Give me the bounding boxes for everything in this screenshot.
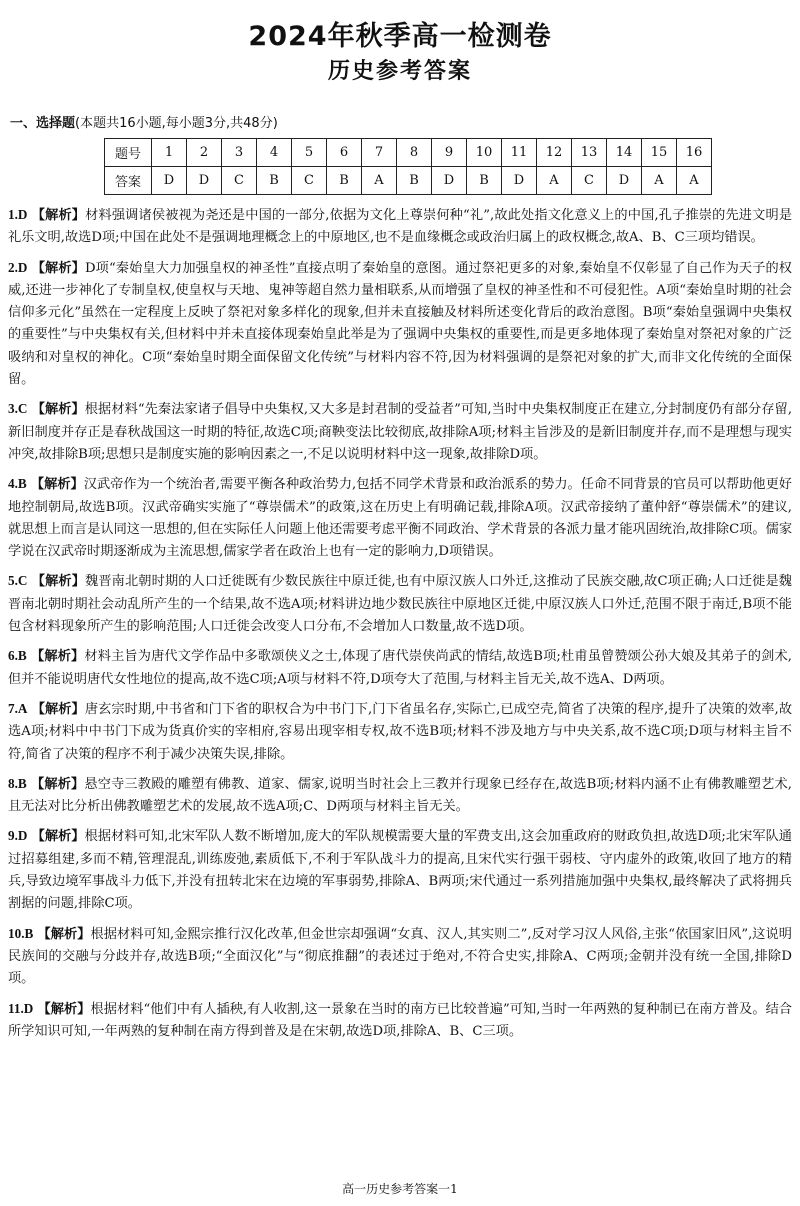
explanation-item	[8, 257, 792, 392]
section-label: 一、选择题	[10, 116, 76, 131]
analysis-tag: 【解析】	[31, 829, 85, 845]
answer-table	[104, 138, 712, 195]
answer-cell: B	[397, 167, 432, 195]
question-number-cell: 2	[187, 139, 222, 167]
explanation-list	[8, 204, 792, 1050]
item-number: 11.D	[8, 1000, 34, 1016]
question-number-cell: 14	[607, 139, 642, 167]
item-number: 5.C	[8, 573, 28, 589]
item-text: 悬空寺三教殿的雕塑有佛教、道家、儒家,说明当时社会上三教并行现象已经存在,故选B项;材料内涵不止有佛教雕塑艺术,且无法对比分析出佛教雕塑艺术的发展,故不选A项;C、D两项与材料主旨无关。	[8, 776, 792, 815]
item-text: 材料强调诸侯被视为尧还是中国的一部分,依据为文化上尊崇何种“礼”,故此处指文化意义上的中国,孔子推崇的先进文明是礼乐文明,故选D项;中国在此处不是强调地理概念上的中原地区,也不是血缘概念或政治归属上的政权概念,故A、B、C三项均错误。	[8, 208, 793, 246]
question-number-cell: 15	[642, 139, 677, 167]
item-number: 7.A	[8, 700, 28, 716]
explanation-item	[8, 698, 792, 766]
section-heading	[10, 112, 278, 131]
question-number-cell: 1	[152, 139, 187, 167]
analysis-tag: 【解析】	[37, 1001, 91, 1017]
item-number: 9.D	[8, 828, 28, 844]
explanation-item	[8, 204, 792, 250]
question-number-cell: 8	[397, 139, 432, 167]
question-number-cell: 11	[502, 139, 537, 167]
answer-cell: A	[677, 167, 712, 195]
answer-cell: C	[222, 167, 257, 195]
answer-cell: D	[152, 167, 187, 195]
item-text: 根据材料“他们中有人插秧,有人收割,这一景象在当时的南方已比较普遍”可知,当时一年两熟的复种制已在南方普及。结合所学知识可知,一年两熟的复种制在南方得到普及是在宋朝,故选D项,排除A、B、C三项。	[8, 1001, 792, 1039]
answer-cell: B	[467, 167, 502, 195]
item-text: 根据材料可知,金熙宗推行汉化改革,但金世宗却强调“女真、汉人,其实则二”,反对学习汉人风俗,主张“依国家旧风”,这说明民族间的交融与分歧并存,故选B项;“全面汉化”与“彻底推翻”的表述过于绝对,不符合史实,排除A、C两项;金朝并没有统一全国,排除D项。	[8, 926, 792, 987]
analysis-tag: 【解析】	[31, 776, 85, 792]
analysis-tag: 【解析】	[31, 649, 85, 665]
answer-cell: A	[362, 167, 397, 195]
question-number-cell: 10	[467, 139, 502, 167]
explanation-item	[8, 998, 792, 1044]
item-number: 10.B	[8, 925, 34, 941]
analysis-tag: 【解析】	[31, 260, 85, 276]
question-number-cell: 3	[222, 139, 257, 167]
question-number-cell: 9	[432, 139, 467, 167]
answer-cell: A	[537, 167, 572, 195]
answer-cell: C	[292, 167, 327, 195]
explanation-item	[8, 773, 792, 819]
item-number: 8.B	[8, 775, 27, 791]
item-text: 汉武帝作为一个统治者,需要平衡各种政治势力,包括不同学术背景和政治派系的势力。任命不同背景的官员可以帮助他更好地控制朝局,故选B项。汉武帝确实实施了“尊崇儒术”的政策,这在历史上有明确记载,排除A项。汉武帝接纳了董仲舒“尊崇儒术”的建议,就思想上而言是认同这一思想的,但在实际任人问题上他还需要考虑平衡不同政治、学术背景的各派力量才能巩固统治,故排除C项。儒家学说在汉武帝时期逐渐成为主流思想,儒家学者在政治上也有一定的影响力,D项错误。	[8, 477, 792, 560]
page-footer: 高一历史参考答案一1	[342, 1182, 458, 1196]
answer-cell: B	[257, 167, 292, 195]
analysis-tag: 【解析】	[31, 208, 86, 223]
analysis-tag: 【解析】	[37, 926, 91, 942]
row-header-question: 题号	[105, 139, 152, 167]
section-note: (本题共16小题,每小题3分,共48分)	[75, 116, 278, 131]
question-number-cell: 12	[537, 139, 572, 167]
answer-cell: D	[187, 167, 222, 195]
explanation-item	[8, 473, 792, 563]
answer-cell: C	[572, 167, 607, 195]
item-number: 6.B	[8, 648, 27, 664]
page-subtitle: 历史参考答案	[327, 59, 472, 84]
answer-row	[105, 167, 712, 195]
question-number-cell: 13	[572, 139, 607, 167]
item-text: 材料主旨为唐代文学作品中多歌颂侠义之士,体现了唐代崇侠尚武的情结,故选B项;杜甫虽曾赞颂公孙大娘及其弟子的剑术,但并不能说明唐代女性地位的提高,故不选C项;A项与材料不符,D项夸大了范围,与材料主旨无关,故不选A、D两项。	[8, 649, 792, 687]
explanation-item	[8, 645, 792, 691]
explanation-item	[8, 398, 792, 466]
answer-cell: D	[502, 167, 537, 195]
question-number-row	[105, 139, 712, 167]
explanation-item	[8, 923, 792, 991]
page-title: 2024年秋季高一检测卷	[248, 21, 552, 52]
item-text: D项“秦始皇大力加强皇权的神圣性”直接点明了秦始皇的意图。通过祭祀更多的对象,秦始皇不仅彰显了自己作为天子的权威,还进一步神化了专制皇权,使皇权与天地、鬼神等超自然力量相联系,从而增强了皇权的神圣性和不可侵犯性。A项“秦始皇时期的社会信仰多元化”虽然在一定程度上反映了祭祀对象多样化的现象,但并未直接触及材料所述变化背后的政治意图。B项“秦始皇强调中央集权的重要性”与中央集权有关,但材料中并未直接体现秦始皇此举是为了强调中央集权的重要性,而是更多地体现了秦始皇对祭祀对象的广泛吸纳和对皇权的神化。C项“秦始皇时期全面保留文化传统”与材料内容不符,因为材料强调的是祭祀对象的扩大,而非文化传统的全面保留。	[8, 260, 792, 388]
analysis-tag: 【解析】	[30, 477, 84, 493]
explanation-item	[8, 825, 792, 915]
item-number: 4.B	[8, 476, 27, 492]
item-number: 3.C	[8, 401, 28, 417]
question-number-cell: 16	[677, 139, 712, 167]
item-text: 唐玄宗时期,中书省和门下省的职权合为中书门下,门下省虽名存,实际亡,已成空壳,简省了决策的程序,提升了决策的效率,故选A项;材料中中书门下成为货真价实的宰相府,容易出现宰相专权,故不选B项;材料不涉及地方与中央关系,故不选C项;D项与材料主旨不符,简省了决策的程序不利于减少决策失误,排除。	[8, 701, 793, 762]
analysis-tag: 【解析】	[31, 574, 86, 590]
item-text: 根据材料可知,北宋军队人数不断增加,庞大的军队规模需要大量的军费支出,这会加重政府的财政负担,故选D项;北宋军队通过招募组建,多而不精,管理混乱,训练废弛,素质低下,不利于军队战斗力的提高,且宋代实行强干弱枝、守内虚外的政策,收回了地方的精兵,导致边境军事战斗力低下,并没有扭转北宋在边境的军事弱势,排除A、B两项;宋代通过一系列措施加强中央集权,最终解决了武将拥兵割据的问题,排除C项。	[8, 829, 792, 912]
question-number-cell: 5	[292, 139, 327, 167]
question-number-cell: 7	[362, 139, 397, 167]
row-header-answer: 答案	[105, 167, 152, 195]
item-number: 1.D	[8, 207, 28, 222]
item-text: 根据材料“先秦法家诸子倡导中央集权,又大多是封君制的受益者”可知,当时中央集权制度正在建立,分封制度仍有部分存留,新旧制度并存正是春秋战国这一时期的特征,故选C项;商鞅变法比较彻底,故排除A项;材料主旨涉及的是新旧制度并存,而不是理想与现实冲突,故排除B项;思想只是制度实施的影响因素之一,不足以说明材料中这一现象,故排除D项。	[8, 402, 793, 462]
item-number: 2.D	[8, 259, 28, 275]
analysis-tag: 【解析】	[31, 701, 85, 717]
question-number-cell: 6	[327, 139, 362, 167]
question-number-cell: 4	[257, 139, 292, 167]
answer-cell: B	[327, 167, 362, 195]
answer-cell: A	[642, 167, 677, 195]
item-text: 魏晋南北朝时期的人口迁徙既有少数民族往中原迁徙,也有中原汉族人口外迁,这推动了民族交融,故C项正确;人口迁徙是魏晋南北朝时期社会动乱所产生的一个结果,故不选A项;材料讲边地少数民族往中原地区迁徙,中原汉族人口外迁,范围不限于南迁,B项不能包含材料现象所产生的影响范围;人口迁徙会改变人口分布,不会增加人口数量,故不选D项。	[8, 574, 792, 635]
answer-cell: D	[432, 167, 467, 195]
explanation-item	[8, 570, 792, 638]
analysis-tag: 【解析】	[31, 402, 85, 418]
answer-cell: D	[607, 167, 642, 195]
